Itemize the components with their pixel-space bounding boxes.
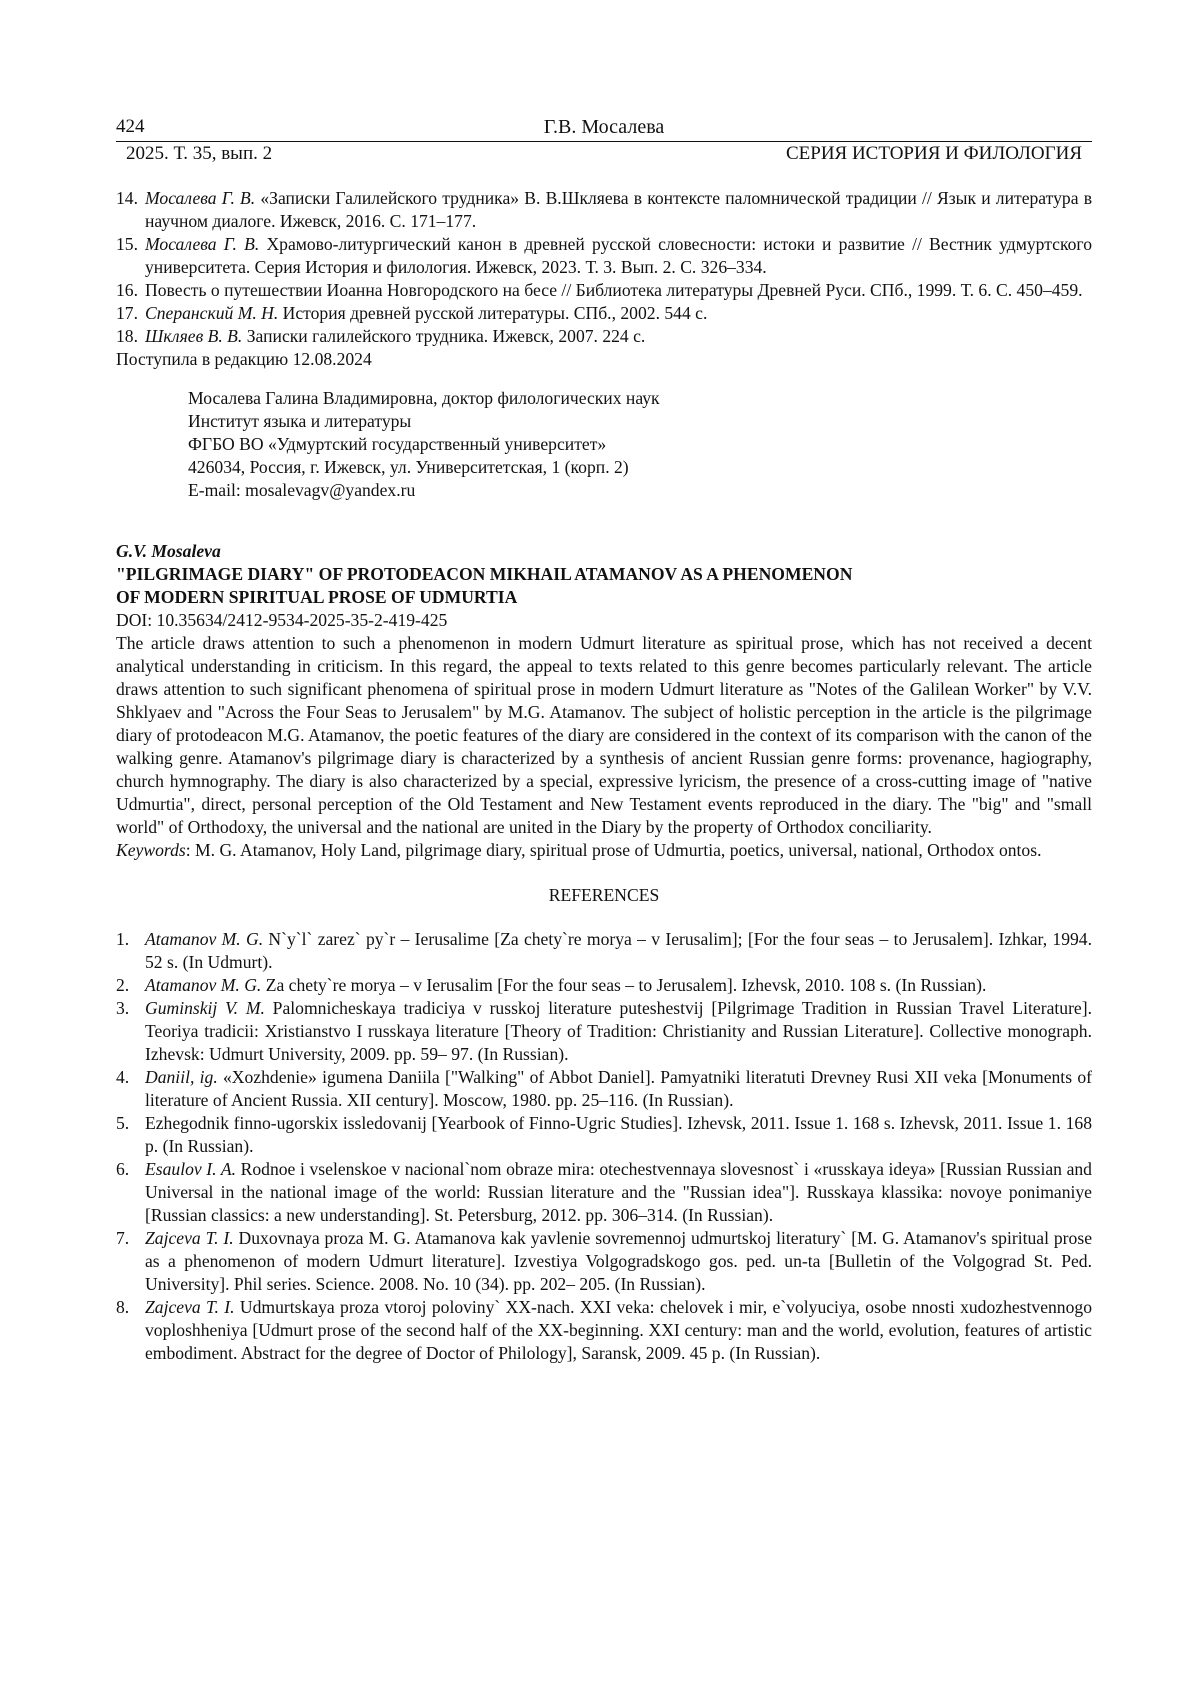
ref-number: 2. [116,975,130,995]
ref-text: «Xozhdenie» igumena Daniila ["Walking" of Abbot Daniel]. Pamyatniki literatuti Drevney Rusi XII veka [Monuments of literature of Ancient Russia. XII century]. Moscow, 1980. pp. 25–116. (In Russian). [145,1067,1092,1110]
ref-text: Повесть о путешествии Иоанна Новгородского на бесе // Библиотека литературы Древней Руси. СПб., 1999. Т. 6. С. 450–459. [145,280,1083,300]
ref-number: 14. [116,188,138,208]
ref-number: 6. [116,1159,130,1179]
keywords [116,839,1092,862]
ref-text: Ezhegodnik finno-ugorskix issledovanij [Yearbook of Finno-Ugric Studies]. Izhevsk, 2011. Issue 1. 168 s. Izhevsk, 2011. Issue 1. 168 p. (In Russian). [145,1113,1092,1156]
english-references-list [116,928,1092,1365]
ref-text: Rodnoe i vselenskoe v nacional`nom obraze mira: otechestvennaya slovesnost` i «russkaya ideya» [Russian Russian and Universal in the national image of the world: Russian literature and the "Russian idea"]. Russkaya klassika: novoye ponimaniye [Russian classics: a new understanding]. St. Petersburg, 2012. pp. 306–314. (In Russian). [145,1159,1092,1225]
ref-number: 4. [116,1067,130,1087]
ref-text: Duxovnaya proza M. G. Atamanova kak yavlenie sovremennoj udmurtskoj literatury` [M. G. Atamanov's spiritual prose as a phenomenon of modern Udmurt literature]. Izvestiya Volgogradskogo gos. ped. un-ta [Bulletin of the Volgograd St. Ped. University]. Phil series. Science. 2008. No. 10 (34). pp. 202– 205. (In Russian). [145,1228,1092,1294]
en-reference-item [116,1112,1092,1158]
russian-references-list [116,187,1092,348]
english-author: G.V. Mosaleva [116,541,221,561]
ref-text: Udmurtskaya proza vtoroj poloviny` XX-nach. XXI veka: chelovek i mir, e`volyuciya, osobe nnosti xudozhestvennogo voploshheniya [Udmurt prose of the second half of the XX-beginning. XXI century: man and the world, evolution, features of artistic embodiment. Abstract for the degree of Doctor of Philology], Saransk, 2009. 45 p. (In Russian). [145,1297,1092,1363]
ref-author: Atamanov M. G. [145,975,262,995]
ru-reference-item [116,302,1092,325]
ref-number: 7. [116,1228,130,1248]
author-affiliation [116,387,1092,502]
ref-number: 17. [116,303,138,323]
english-title-line-1: "PILGRIMAGE DIARY" OF PROTODEACON MIKHAIL ATAMANOV AS A PHENOMENON [116,564,853,584]
affiliation-address: 426034, Россия, г. Ижевск, ул. Университетская, 1 (корп. 2) [188,457,629,477]
english-title-line-2: OF MODERN SPIRITUAL PROSE OF UDMURTIA [116,587,518,607]
en-reference-item [116,997,1092,1066]
en-reference-item [116,928,1092,974]
page-number: 424 [116,116,145,137]
ref-number: 8. [116,1297,130,1317]
ref-author: Мосалева Г. В. [145,234,260,254]
header-series: СЕРИЯ ИСТОРИЯ И ФИЛОЛОГИЯ [785,143,1082,164]
affiliation-name: Мосалева Галина Владимировна, доктор филологических наук [188,388,660,408]
ref-text: Palomnicheskaya tradiciya v russkoj literature puteshestvij [Pilgrimage Tradition in Russian Travel Literature]. Teoriya tradicii: Xristianstvo I russkaya literature [Theory of Tradition: Christianity and Russian Literature]. Collective monograph. Izhevsk: Udmurt University, 2009. pp. 59– 97. (In Russian). [145,998,1092,1064]
affiliation-institute: Институт языка и литературы [188,411,412,431]
en-reference-item [116,1296,1092,1365]
ref-author: Esaulov I. A. [145,1159,237,1179]
header-volume: 2025. Т. 35, вып. 2 [126,143,273,164]
ru-reference-item [116,279,1092,302]
abstract: The article draws attention to such a phenomenon in modern Udmurt literature as spiritual prose, which has not received a decent analytical understanding in criticism. In this regard, the appeal to texts related to this genre becomes particularly relevant. The article draws attention to such significant phenomena of spiritual prose in modern Udmurt literature as "Notes of the Galilean Worker" by V.V. Shklyaev and "Across the Four Seas to Jerusalem" by M.G. Atamanov. The subject of holistic perception in the article is the pilgrimage diary of protodeacon M.G. Atamanov, the poetic features of the diary are considered in the context of its comparison with the canon of the walking genre. Atamanov's pilgrimage diary is characterized by a synthesis of ancient Russian genre forms: provenance, hagiography, church hymnography. The diary is also characterized by a special, expressive lyricism, the presence of a cross-cutting image of "native Udmurtia", direct, personal perception of the Old Testament and New Testament events reproduced in the diary. The "big" and "small world" of Orthodoxy, the universal and the national are united in the Diary by the property of Orthodox conciliarity. [116,633,1092,837]
ref-number: 15. [116,234,138,254]
ref-number: 5. [116,1113,130,1133]
ref-number: 1. [116,929,130,949]
ref-text: N`y`l` zarez` py`r – Ierusalime [Za chety`re morya – v Ierusalim]; [For the four seas – to Jerusalem]. Izhkar, 1994. 52 s. (In Udmurt). [145,929,1092,972]
ref-text: Храмово-литургический канон в древней русской словесности: истоки и развитие // Вестник удмуртского университета. Серия История и филология. Ижевск, 2023. Т. 3. Вып. 2. С. 326–334. [145,234,1092,277]
ref-number: 16. [116,280,138,300]
ref-text: История древней русской литературы. СПб., 2002. 544 с. [278,303,708,323]
page-body [116,187,1092,1365]
header-author: Г.В. Мосалева [543,116,665,138]
ref-number: 18. [116,326,138,346]
en-reference-item [116,974,1092,997]
references-heading: REFERENCES [548,885,660,905]
header-rule [116,141,1092,142]
running-header [116,116,1092,165]
affiliation-email: E-mail: mosalevagv@yandex.ru [188,480,416,500]
doi: DOI: 10.35634/2412-9534-2025-35-2-419-425 [116,610,448,630]
en-reference-item [116,1066,1092,1112]
en-reference-item [116,1227,1092,1296]
keywords-label: Keywords [116,840,186,860]
ref-number: 3. [116,998,130,1018]
ref-author: Zajceva T. I. [145,1297,235,1317]
ref-text: «Записки Галилейского трудника» В. В.Шкляева в контексте паломнической традиции // Язык и литература в научном диалоге. Ижевск, 2016. С. 171–177. [145,188,1092,231]
received-date: Поступила в редакцию 12.08.2024 [116,349,372,369]
keywords-text: : M. G. Atamanov, Holy Land, pilgrimage diary, spiritual prose of Udmurtia, poetics, universal, national, Orthodox ontos. [185,840,1042,860]
ru-reference-item [116,233,1092,279]
affiliation-university: ФГБО ВО «Удмуртский государственный университет» [188,434,607,454]
ru-reference-item [116,325,1092,348]
ref-author: Daniil, ig. [145,1067,218,1087]
ref-author: Guminskij V. M. [145,998,265,1018]
ref-author: Сперанский М. Н. [145,303,279,323]
en-reference-item [116,1158,1092,1227]
ref-author: Zajceva T. I. [145,1228,234,1248]
ref-text: Записки галилейского трудника. Ижевск, 2007. 224 с. [242,326,646,346]
ref-author: Atamanov M. G. [145,929,264,949]
ru-reference-item [116,187,1092,233]
ref-text: Za chety`re morya – v Ierusalim [For the four seas – to Jerusalem]. Izhevsk, 2010. 108 s. (In Russian). [261,975,987,995]
ref-author: Шкляев В. В. [145,326,243,346]
ref-author: Мосалева Г. В. [145,188,256,208]
